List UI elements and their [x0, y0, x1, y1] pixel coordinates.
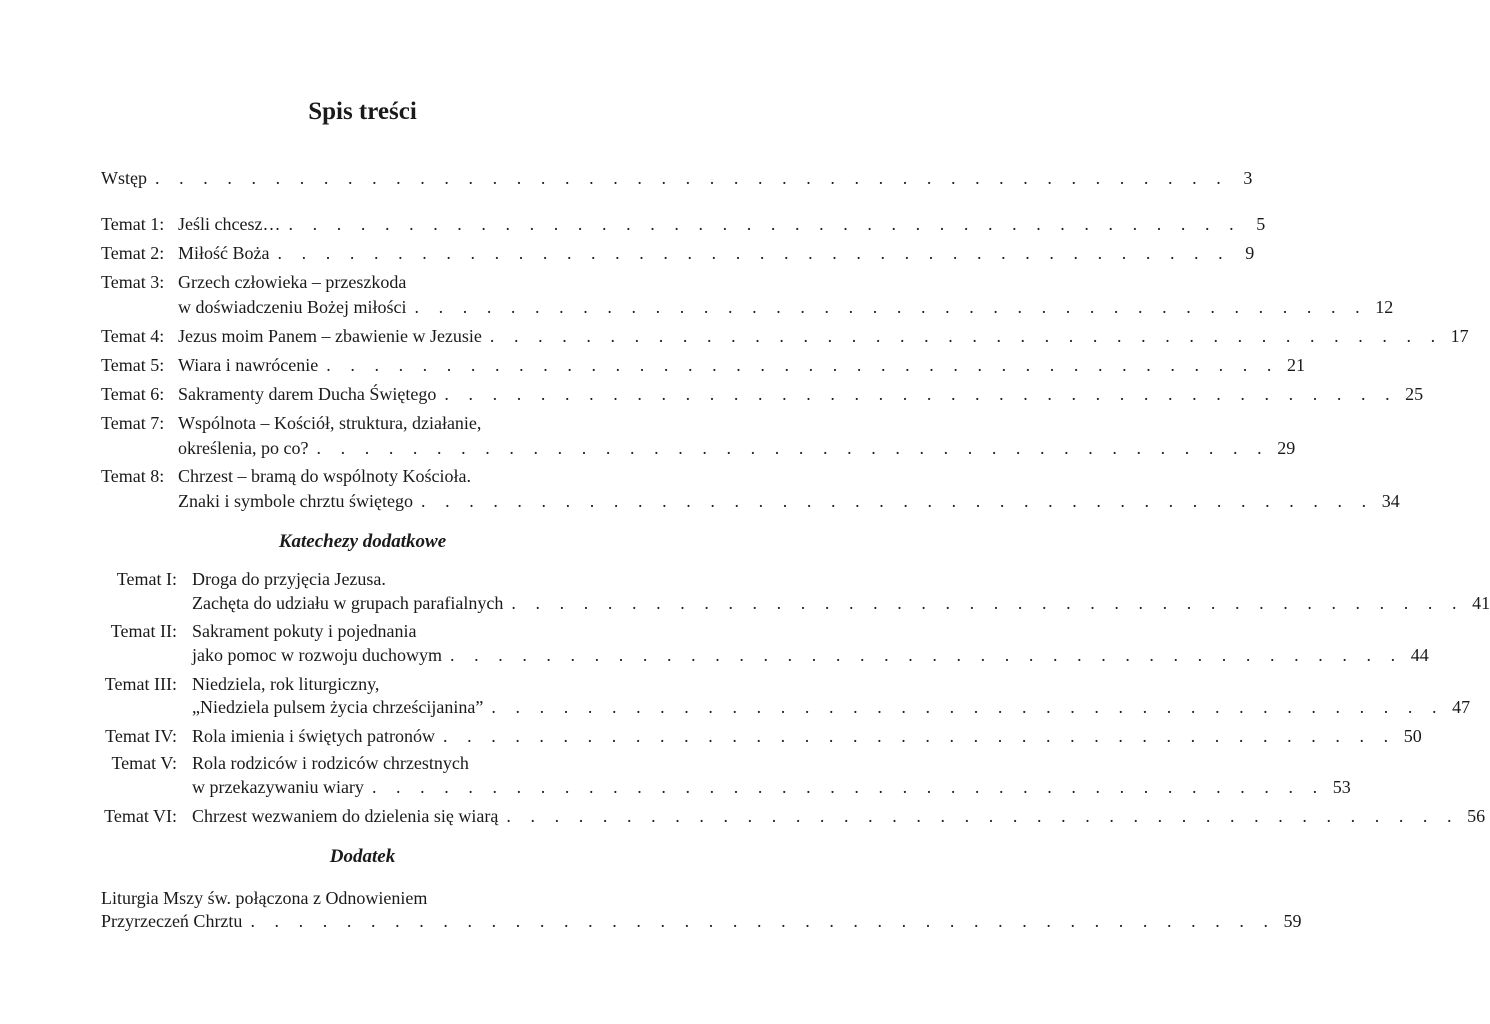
toc-entry-topic-4[interactable] [178, 323, 1469, 349]
toc-entry-extra-4[interactable] [192, 723, 1422, 749]
leader-dots: . . . . . . . . . . . . . . . . . . . . . . . . . . . . . . . . . . . . . . . . . . . . . [154, 168, 1229, 188]
entry-title-line: Sakrament pokuty i pojednania [192, 621, 417, 641]
page-number: 56 [1467, 806, 1486, 826]
entry-title-line: Droga do przyjęcia Jezusa. [192, 569, 386, 589]
entry-title: Jeśli chcesz… [178, 214, 281, 234]
topic-label: Temat IV: [105, 726, 177, 746]
topic-label: Temat 7: [101, 413, 165, 433]
topic-label: Temat III: [104, 674, 177, 694]
page-number: 25 [1405, 384, 1424, 404]
entry-title: Przyrzeczeń Chrztu [101, 911, 243, 931]
leader-dots: . . . . . . . . . . . . . . . . . . . . . . . . . . . . . . . . . . . . . . . . [449, 645, 1403, 665]
toc-entry-extra-1[interactable] [192, 590, 1490, 616]
page-number: 3 [1243, 168, 1253, 188]
toc-entry-topic-7[interactable] [178, 435, 1296, 461]
entry-title: w doświadczeniu Bożej miłości [178, 297, 407, 317]
leader-dots: . . . . . . . . . . . . . . . . . . . . . . . . . . . . . . . . . . . . . . . . [489, 326, 1443, 346]
entry-title: Wiara i nawrócenie [178, 355, 319, 375]
topic-label: Temat 5: [101, 355, 165, 375]
leader-dots: . . . . . . . . . . . . . . . . . . . . . . . . . . . . . . . . . . . . . . . . [506, 806, 1460, 826]
topic-label: Temat VI: [104, 806, 177, 826]
entry-title: Zachęta do udziału w grupach parafialnych [192, 593, 504, 613]
toc-entry-topic-6[interactable] [178, 381, 1424, 407]
topic-label: Temat 2: [101, 243, 165, 263]
toc-entry-extra-6[interactable] [192, 803, 1486, 829]
page-number: 17 [1450, 326, 1469, 346]
topic-label: Temat 1: [101, 214, 165, 234]
toc-entry-topic-5[interactable] [178, 352, 1305, 378]
entry-title: Jezus moim Panem – zbawienie w Jezusie [178, 326, 482, 346]
entry-title-line: Niedziela, rok liturgiczny, [192, 674, 380, 694]
leader-dots: . . . . . . . . . . . . . . . . . . . . . . . . . . . . . . . . . . . . . . . . [371, 777, 1325, 797]
entry-title: określenia, po co? [178, 438, 309, 458]
leader-dots: . . . . . . . . . . . . . . . . . . . . . . . . . . . . . . . . . . . . . . . . [444, 384, 1398, 404]
leader-dots: . . . . . . . . . . . . . . . . . . . . . . . . . . . . . . . . . . . . . . . . . . . [250, 911, 1276, 931]
toc-entry-topic-2[interactable] [178, 240, 1255, 266]
page-number: 50 [1403, 726, 1422, 746]
entry-title-line: Grzech człowieka – przeszkoda [178, 272, 407, 292]
entry-title: Sakramenty darem Ducha Świętego [178, 384, 437, 404]
entry-title-line: Liturgia Mszy św. połączona z Odnowieniem [101, 888, 428, 908]
toc-entry-extra-2[interactable] [192, 642, 1429, 668]
toc-entry-intro[interactable] [101, 165, 1253, 191]
entry-title: „Niedziela pulsem życia chrześcijanina” [192, 697, 484, 717]
page-number: 12 [1375, 297, 1394, 317]
toc-entry-extra-5[interactable] [192, 774, 1351, 800]
leader-dots: . . . . . . . . . . . . . . . . . . . . . . . . . . . . . . . . . . . . . . . . [511, 593, 1465, 613]
entry-title: jako pomoc w rozwoju duchowym [192, 645, 442, 665]
entry-title: Miłość Boża [178, 243, 270, 263]
page-number: 44 [1410, 645, 1429, 665]
page-number: 53 [1332, 777, 1351, 797]
page-number: 41 [1472, 593, 1490, 613]
leader-dots: . . . . . . . . . . . . . . . . . . . . . . . . . . . . . . . . . . . . . . . . [288, 214, 1242, 234]
entry-title: w przekazywaniu wiary [192, 777, 364, 797]
toc-entry-appendix[interactable] [101, 908, 1302, 934]
toc-entry-topic-8[interactable] [178, 488, 1400, 514]
topic-label: Temat 3: [101, 272, 165, 292]
toc-entry-extra-3[interactable] [192, 694, 1471, 720]
topic-label: Temat 4: [101, 326, 165, 346]
entry-title: Znaki i symbole chrztu świętego [178, 491, 413, 511]
page-number: 5 [1256, 214, 1266, 234]
entry-title-line: Rola rodziców i rodziców chrzestnych [192, 753, 469, 773]
topic-label: Temat II: [110, 621, 177, 641]
leader-dots: . . . . . . . . . . . . . . . . . . . . . . . . . . . . . . . . . . . . . . . . [316, 438, 1270, 458]
page-title: Spis treści [308, 98, 417, 125]
topic-label: Temat I: [116, 569, 177, 589]
entry-title: Wstęp [101, 168, 147, 188]
entry-title-line: Chrzest – bramą do wspólnoty Kościoła. [178, 466, 471, 486]
page-number: 59 [1283, 911, 1302, 931]
entry-title: Chrzest wezwaniem do dzielenia się wiarą [192, 806, 499, 826]
entry-title: Rola imienia i świętych patronów [192, 726, 435, 746]
leader-dots: . . . . . . . . . . . . . . . . . . . . . . . . . . . . . . . . . . . . . . . . [491, 697, 1445, 717]
page-number: 34 [1381, 491, 1400, 511]
toc-entry-topic-3[interactable] [178, 294, 1394, 320]
topic-label: Temat 6: [101, 384, 165, 404]
entry-title-line: Wspólnota – Kościół, struktura, działanie, [178, 413, 482, 433]
leader-dots: . . . . . . . . . . . . . . . . . . . . . . . . . . . . . . . . . . . . . . . . [442, 726, 1396, 746]
page-number: 29 [1277, 438, 1296, 458]
page-number: 21 [1286, 355, 1305, 375]
section-heading-appendix: Dodatek [329, 846, 396, 867]
leader-dots: . . . . . . . . . . . . . . . . . . . . . . . . . . . . . . . . . . . . . . . . [420, 491, 1374, 511]
section-heading-extra: Katechezy dodatkowe [278, 531, 447, 552]
page-number: 47 [1452, 697, 1471, 717]
leader-dots: . . . . . . . . . . . . . . . . . . . . . . . . . . . . . . . . . . . . . . . . [414, 297, 1368, 317]
page-number: 9 [1245, 243, 1255, 263]
topic-label: Temat V: [111, 753, 177, 773]
toc-entry-topic-1[interactable] [178, 211, 1266, 237]
topic-label: Temat 8: [101, 466, 165, 486]
leader-dots: . . . . . . . . . . . . . . . . . . . . . . . . . . . . . . . . . . . . . . . . [277, 243, 1231, 263]
leader-dots: . . . . . . . . . . . . . . . . . . . . . . . . . . . . . . . . . . . . . . . . [326, 355, 1279, 375]
